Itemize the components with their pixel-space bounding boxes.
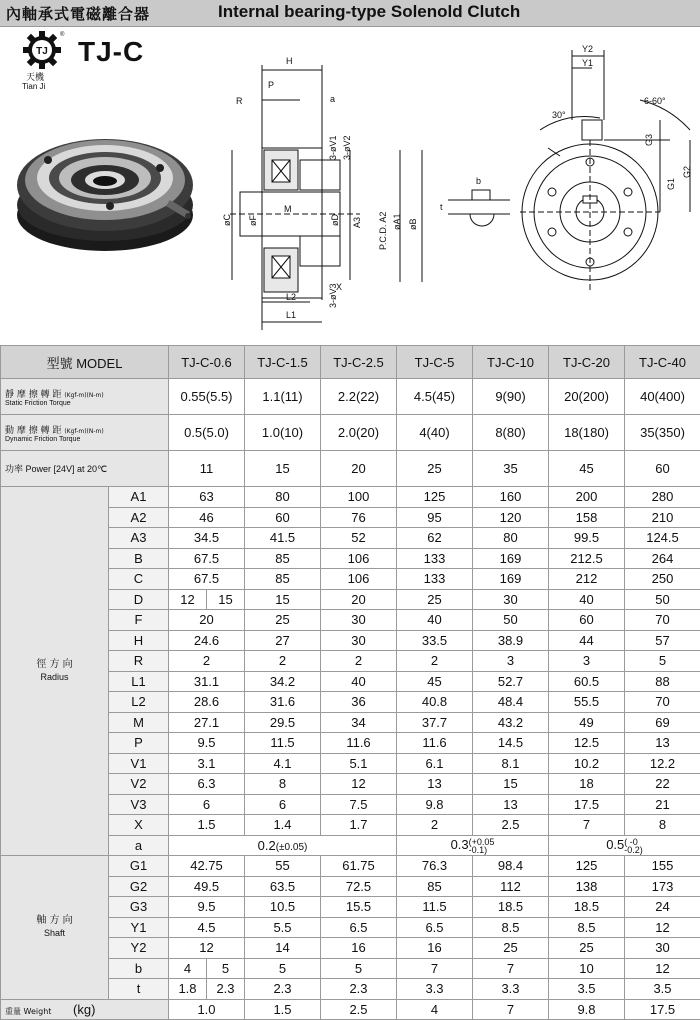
- cell: 48.4: [473, 692, 549, 713]
- cell: 1.8 2.3: [169, 979, 245, 1000]
- cell: 3.1: [169, 753, 245, 774]
- cell: 95: [397, 507, 473, 528]
- cell: 2.5: [473, 815, 549, 836]
- cell: 85: [245, 569, 321, 590]
- cell: 13: [473, 794, 549, 815]
- table-row: [1, 856, 700, 877]
- cell: 20: [321, 451, 397, 487]
- cell: 40.8: [397, 692, 473, 713]
- cell: 0.5 ( -0 -0.2): [549, 835, 700, 856]
- cell: 2: [321, 651, 397, 672]
- cell: 17.5: [625, 999, 700, 1020]
- cell: 212: [549, 569, 625, 590]
- cell: 40: [397, 610, 473, 631]
- cell: 13: [397, 774, 473, 795]
- cell: 88: [625, 671, 700, 692]
- cell: 6: [169, 794, 245, 815]
- cell: 169: [473, 569, 549, 590]
- svg-text:øD: øD: [330, 214, 340, 226]
- dimension-name: R: [109, 651, 169, 672]
- weight-label: 重量 Weight (kg): [1, 999, 169, 1020]
- svg-text:M: M: [284, 204, 292, 214]
- radius-section: [1, 487, 700, 856]
- cell: 70: [625, 610, 700, 631]
- cell: 76: [321, 507, 397, 528]
- svg-text:R: R: [236, 96, 243, 106]
- cell: 280: [625, 487, 700, 508]
- cell: 18(180): [549, 415, 625, 451]
- cell: 42.75: [169, 856, 245, 877]
- cell: 2.0(20): [321, 415, 397, 451]
- cell: 17.5: [549, 794, 625, 815]
- cell: 31.6: [245, 692, 321, 713]
- cell: 12.2: [625, 753, 700, 774]
- cell: 49: [549, 712, 625, 733]
- svg-text:®: ®: [60, 31, 65, 38]
- cell: 20: [321, 589, 397, 610]
- svg-text:L1: L1: [286, 310, 296, 320]
- svg-text:3-øV1: 3-øV1: [328, 135, 338, 160]
- cell: 138: [549, 876, 625, 897]
- cell: 37.7: [397, 712, 473, 733]
- cell: 5: [321, 958, 397, 979]
- cell: 2.3: [245, 979, 321, 1000]
- model-header: 型號 MODEL: [1, 346, 169, 379]
- cell: 20(200): [549, 379, 625, 415]
- cell: 12: [625, 958, 700, 979]
- model-col: TJ-C-20: [549, 346, 625, 379]
- section-view: [230, 65, 422, 330]
- cell: 106: [321, 569, 397, 590]
- cell: 3.5: [549, 979, 625, 1000]
- cell: 7: [397, 958, 473, 979]
- model-col: TJ-C-1.5: [245, 346, 321, 379]
- dimension-name: D: [109, 589, 169, 610]
- cell: 15: [473, 774, 549, 795]
- spec-table: [0, 345, 700, 1020]
- static-torque-row: [1, 379, 700, 415]
- shaft-section: [1, 856, 700, 1000]
- cell: 9(90): [473, 379, 549, 415]
- cell: 13: [625, 733, 700, 754]
- cell: 85: [245, 548, 321, 569]
- cell: 3.3: [397, 979, 473, 1000]
- dimension-name: V2: [109, 774, 169, 795]
- svg-text:Y2: Y2: [582, 44, 593, 54]
- cell: 60: [245, 507, 321, 528]
- cell: 45: [397, 671, 473, 692]
- svg-text:øF: øF: [248, 215, 258, 226]
- cell: 85: [397, 876, 473, 897]
- cell: 33.5: [397, 630, 473, 651]
- cell: 55.5: [549, 692, 625, 713]
- cell: 25: [473, 938, 549, 959]
- model-col: TJ-C-10: [473, 346, 549, 379]
- cell: 40: [321, 671, 397, 692]
- cell: 25: [397, 451, 473, 487]
- cell: 210: [625, 507, 700, 528]
- cell: 10.2: [549, 753, 625, 774]
- svg-text:G1: G1: [666, 178, 676, 190]
- cell: 30: [625, 938, 700, 959]
- svg-text:3-øV2: 3-øV2: [342, 135, 352, 160]
- cell: 31.1: [169, 671, 245, 692]
- dimension-name: H: [109, 630, 169, 651]
- cell: 0.55(5.5): [169, 379, 245, 415]
- cell: 25: [549, 938, 625, 959]
- cell: 8(80): [473, 415, 549, 451]
- svg-text:P: P: [268, 80, 274, 90]
- dimension-name: Y1: [109, 917, 169, 938]
- cell: 0.2(±0.05): [169, 835, 397, 856]
- cell: 62: [397, 528, 473, 549]
- shaft-group-label: 軸 方 向 Shaft: [1, 856, 109, 1000]
- svg-text:a: a: [330, 94, 335, 104]
- cell: 9.5: [169, 733, 245, 754]
- cell: 169: [473, 548, 549, 569]
- cell: 8.5: [549, 917, 625, 938]
- cell: 67.5: [169, 548, 245, 569]
- dimension-name: B: [109, 548, 169, 569]
- cell: 45: [549, 451, 625, 487]
- cell: 125: [549, 856, 625, 877]
- cell: 1.7: [321, 815, 397, 836]
- cell: 14: [245, 938, 321, 959]
- cell: 76.3: [397, 856, 473, 877]
- cell: 4: [397, 999, 473, 1020]
- dynamic-torque-row: [1, 415, 700, 451]
- cell: 9.8: [397, 794, 473, 815]
- cell: 24: [625, 897, 700, 918]
- cell: 6.5: [397, 917, 473, 938]
- model-header-row: [1, 346, 700, 379]
- cell: 250: [625, 569, 700, 590]
- cell: 35(350): [625, 415, 700, 451]
- cell: 4(40): [397, 415, 473, 451]
- cell: 158: [549, 507, 625, 528]
- cell: 40(400): [625, 379, 700, 415]
- cell: 80: [245, 487, 321, 508]
- cell: 11.5: [397, 897, 473, 918]
- cell: 2.5: [321, 999, 397, 1020]
- cell: 9.5: [169, 897, 245, 918]
- svg-text:G3: G3: [644, 134, 654, 146]
- cell: 5.5: [245, 917, 321, 938]
- cell: 50: [625, 589, 700, 610]
- cell: 212.5: [549, 548, 625, 569]
- cell: 8.5: [473, 917, 549, 938]
- cell: 14.5: [473, 733, 549, 754]
- logo-mark: TJ: [36, 46, 48, 57]
- svg-text:t: t: [440, 202, 443, 212]
- weight-row: [1, 999, 700, 1020]
- svg-text:6-60°: 6-60°: [644, 96, 666, 106]
- svg-text:P.C.D. A2: P.C.D. A2: [378, 212, 388, 250]
- cell: 12 15: [169, 589, 245, 610]
- logo-name-en: Tian Ji: [22, 82, 45, 91]
- cell: 0.3 (+0.05 -0.1): [397, 835, 549, 856]
- cell: 60: [549, 610, 625, 631]
- cell: 16: [321, 938, 397, 959]
- cell: 155: [625, 856, 700, 877]
- logo-name-cn: 天機: [26, 70, 44, 83]
- cell: 1.0(10): [245, 415, 321, 451]
- cell: 7: [473, 999, 549, 1020]
- cell: 4 5: [169, 958, 245, 979]
- model-col: TJ-C-5: [397, 346, 473, 379]
- cell: 41.5: [245, 528, 321, 549]
- cell: 12: [169, 938, 245, 959]
- cell: 3: [473, 651, 549, 672]
- cell: 60: [625, 451, 700, 487]
- cell: 6.3: [169, 774, 245, 795]
- svg-text:øC: øC: [222, 214, 232, 226]
- cell: 30: [473, 589, 549, 610]
- cell: 15: [245, 451, 321, 487]
- cell: 28.6: [169, 692, 245, 713]
- cell: 2.2(22): [321, 379, 397, 415]
- cell: 4.1: [245, 753, 321, 774]
- cell: 57: [625, 630, 700, 651]
- title-cn: 內軸承式電磁離合器: [6, 3, 150, 24]
- cell: 8: [625, 815, 700, 836]
- cell: 63: [169, 487, 245, 508]
- cell: 63.5: [245, 876, 321, 897]
- svg-text:øB: øB: [408, 218, 418, 230]
- cell: 29.5: [245, 712, 321, 733]
- cell: 49.5: [169, 876, 245, 897]
- cell: 46: [169, 507, 245, 528]
- cell: 30: [321, 630, 397, 651]
- model-col: TJ-C-40: [625, 346, 700, 379]
- cell: 264: [625, 548, 700, 569]
- cell: 34: [321, 712, 397, 733]
- cell: 200: [549, 487, 625, 508]
- cell: 1.4: [245, 815, 321, 836]
- cell: 0.5(5.0): [169, 415, 245, 451]
- cell: 15.5: [321, 897, 397, 918]
- cell: 27: [245, 630, 321, 651]
- cell: 2: [397, 651, 473, 672]
- cell: 133: [397, 569, 473, 590]
- cell: 1.5: [169, 815, 245, 836]
- cell: 43.2: [473, 712, 549, 733]
- dimension-name: P: [109, 733, 169, 754]
- dimension-name: G2: [109, 876, 169, 897]
- dimension-name: G1: [109, 856, 169, 877]
- dimension-name: L1: [109, 671, 169, 692]
- dimension-name: X: [109, 815, 169, 836]
- dynamic-torque-label: 動 摩 擦 轉 距 (Kgf-m)(N-m) Dynamic Friction Torque: [1, 415, 169, 451]
- dimension-name: C: [109, 569, 169, 590]
- svg-text:H: H: [286, 56, 293, 66]
- cell: 18: [549, 774, 625, 795]
- cell: 16: [397, 938, 473, 959]
- power-row: [1, 451, 700, 487]
- cell: 10.5: [245, 897, 321, 918]
- cell: 27.1: [169, 712, 245, 733]
- cell: 3.5: [625, 979, 700, 1000]
- cell: 80: [473, 528, 549, 549]
- table-row: [1, 487, 700, 508]
- cell: 160: [473, 487, 549, 508]
- dimension-name: A3: [109, 528, 169, 549]
- cell: 8: [245, 774, 321, 795]
- dimension-name: M: [109, 712, 169, 733]
- cell: 25: [397, 589, 473, 610]
- cell: 34.2: [245, 671, 321, 692]
- model-col: TJ-C-2.5: [321, 346, 397, 379]
- cell: 99.5: [549, 528, 625, 549]
- svg-text:øA1: øA1: [392, 213, 402, 230]
- dimension-name: V3: [109, 794, 169, 815]
- cell: 11.5: [245, 733, 321, 754]
- cell: 60.5: [549, 671, 625, 692]
- cell: 7.5: [321, 794, 397, 815]
- cell: 24.6: [169, 630, 245, 651]
- svg-text:b: b: [476, 176, 481, 186]
- cell: 38.9: [473, 630, 549, 651]
- cell: 70: [625, 692, 700, 713]
- static-torque-label: 靜 摩 擦 轉 距 (Kgf-m)(N-m) Static Friction Torque: [1, 379, 169, 415]
- cell: 25: [245, 610, 321, 631]
- cell: 98.4: [473, 856, 549, 877]
- dimension-name: A2: [109, 507, 169, 528]
- dimension-name: a: [109, 835, 169, 856]
- cell: 10: [549, 958, 625, 979]
- cell: 11: [169, 451, 245, 487]
- cell: 4.5: [169, 917, 245, 938]
- cell: 124.5: [625, 528, 700, 549]
- cell: 9.8: [549, 999, 625, 1020]
- cell: 12: [321, 774, 397, 795]
- cell: 69: [625, 712, 700, 733]
- logo-brand: TJ-C: [78, 36, 144, 68]
- cell: 12.5: [549, 733, 625, 754]
- cell: 1.1(11): [245, 379, 321, 415]
- keyway-detail: [448, 190, 510, 226]
- cell: 6.1: [397, 753, 473, 774]
- svg-text:Y1: Y1: [582, 58, 593, 68]
- cell: 3.3: [473, 979, 549, 1000]
- cell: 34.5: [169, 528, 245, 549]
- svg-text:G2: G2: [682, 166, 692, 178]
- svg-text:3-øV3: 3-øV3: [328, 283, 338, 308]
- cell: 22: [625, 774, 700, 795]
- cell: 1.5: [245, 999, 321, 1020]
- cell: 6.5: [321, 917, 397, 938]
- cell: 20: [169, 610, 245, 631]
- cell: 5: [245, 958, 321, 979]
- cell: 15: [245, 589, 321, 610]
- cell: 11.6: [321, 733, 397, 754]
- cell: 173: [625, 876, 700, 897]
- dimension-name: F: [109, 610, 169, 631]
- clutch-photo: [17, 139, 193, 251]
- cell: 30: [321, 610, 397, 631]
- cell: 11.6: [397, 733, 473, 754]
- cell: 12: [625, 917, 700, 938]
- dimension-name: A1: [109, 487, 169, 508]
- cell: 61.75: [321, 856, 397, 877]
- cell: 4.5(45): [397, 379, 473, 415]
- radius-group-label: 徑 方 向 Radius: [1, 487, 109, 856]
- cell: 21: [625, 794, 700, 815]
- cell: 2: [245, 651, 321, 672]
- cell: 1.0: [169, 999, 245, 1020]
- dimension-name: b: [109, 958, 169, 979]
- model-col: TJ-C-0.6: [169, 346, 245, 379]
- cell: 7: [473, 958, 549, 979]
- technical-drawing: [0, 0, 700, 345]
- cell: 120: [473, 507, 549, 528]
- cell: 36: [321, 692, 397, 713]
- cell: 18.5: [473, 897, 549, 918]
- cell: 2.3: [321, 979, 397, 1000]
- cell: 2: [397, 815, 473, 836]
- cell: 67.5: [169, 569, 245, 590]
- svg-text:X: X: [336, 282, 342, 292]
- cell: 100: [321, 487, 397, 508]
- power-label: 功率 Power [24V] at 20℃: [1, 451, 169, 487]
- cell: 3: [549, 651, 625, 672]
- title-en: Internal bearing-type Solenold Clutch: [218, 2, 520, 22]
- svg-text:30°: 30°: [552, 110, 566, 120]
- svg-text:L2: L2: [286, 292, 296, 302]
- cell: 44: [549, 630, 625, 651]
- cell: 5: [625, 651, 700, 672]
- cell: 50: [473, 610, 549, 631]
- cell: 72.5: [321, 876, 397, 897]
- cell: 133: [397, 548, 473, 569]
- cell: 6: [245, 794, 321, 815]
- cell: 5.1: [321, 753, 397, 774]
- dimension-name: V1: [109, 753, 169, 774]
- dimension-name: Y2: [109, 938, 169, 959]
- cell: 8.1: [473, 753, 549, 774]
- cell: 125: [397, 487, 473, 508]
- cell: 35: [473, 451, 549, 487]
- dimension-name: G3: [109, 897, 169, 918]
- cell: 52.7: [473, 671, 549, 692]
- cell: 40: [549, 589, 625, 610]
- cell: 7: [549, 815, 625, 836]
- cell: 18.5: [549, 897, 625, 918]
- front-view: [520, 50, 690, 290]
- dimension-name: L2: [109, 692, 169, 713]
- cell: 2: [169, 651, 245, 672]
- cell: 112: [473, 876, 549, 897]
- dimension-name: t: [109, 979, 169, 1000]
- svg-text:A3: A3: [352, 217, 362, 228]
- cell: 55: [245, 856, 321, 877]
- cell: 52: [321, 528, 397, 549]
- cell: 106: [321, 548, 397, 569]
